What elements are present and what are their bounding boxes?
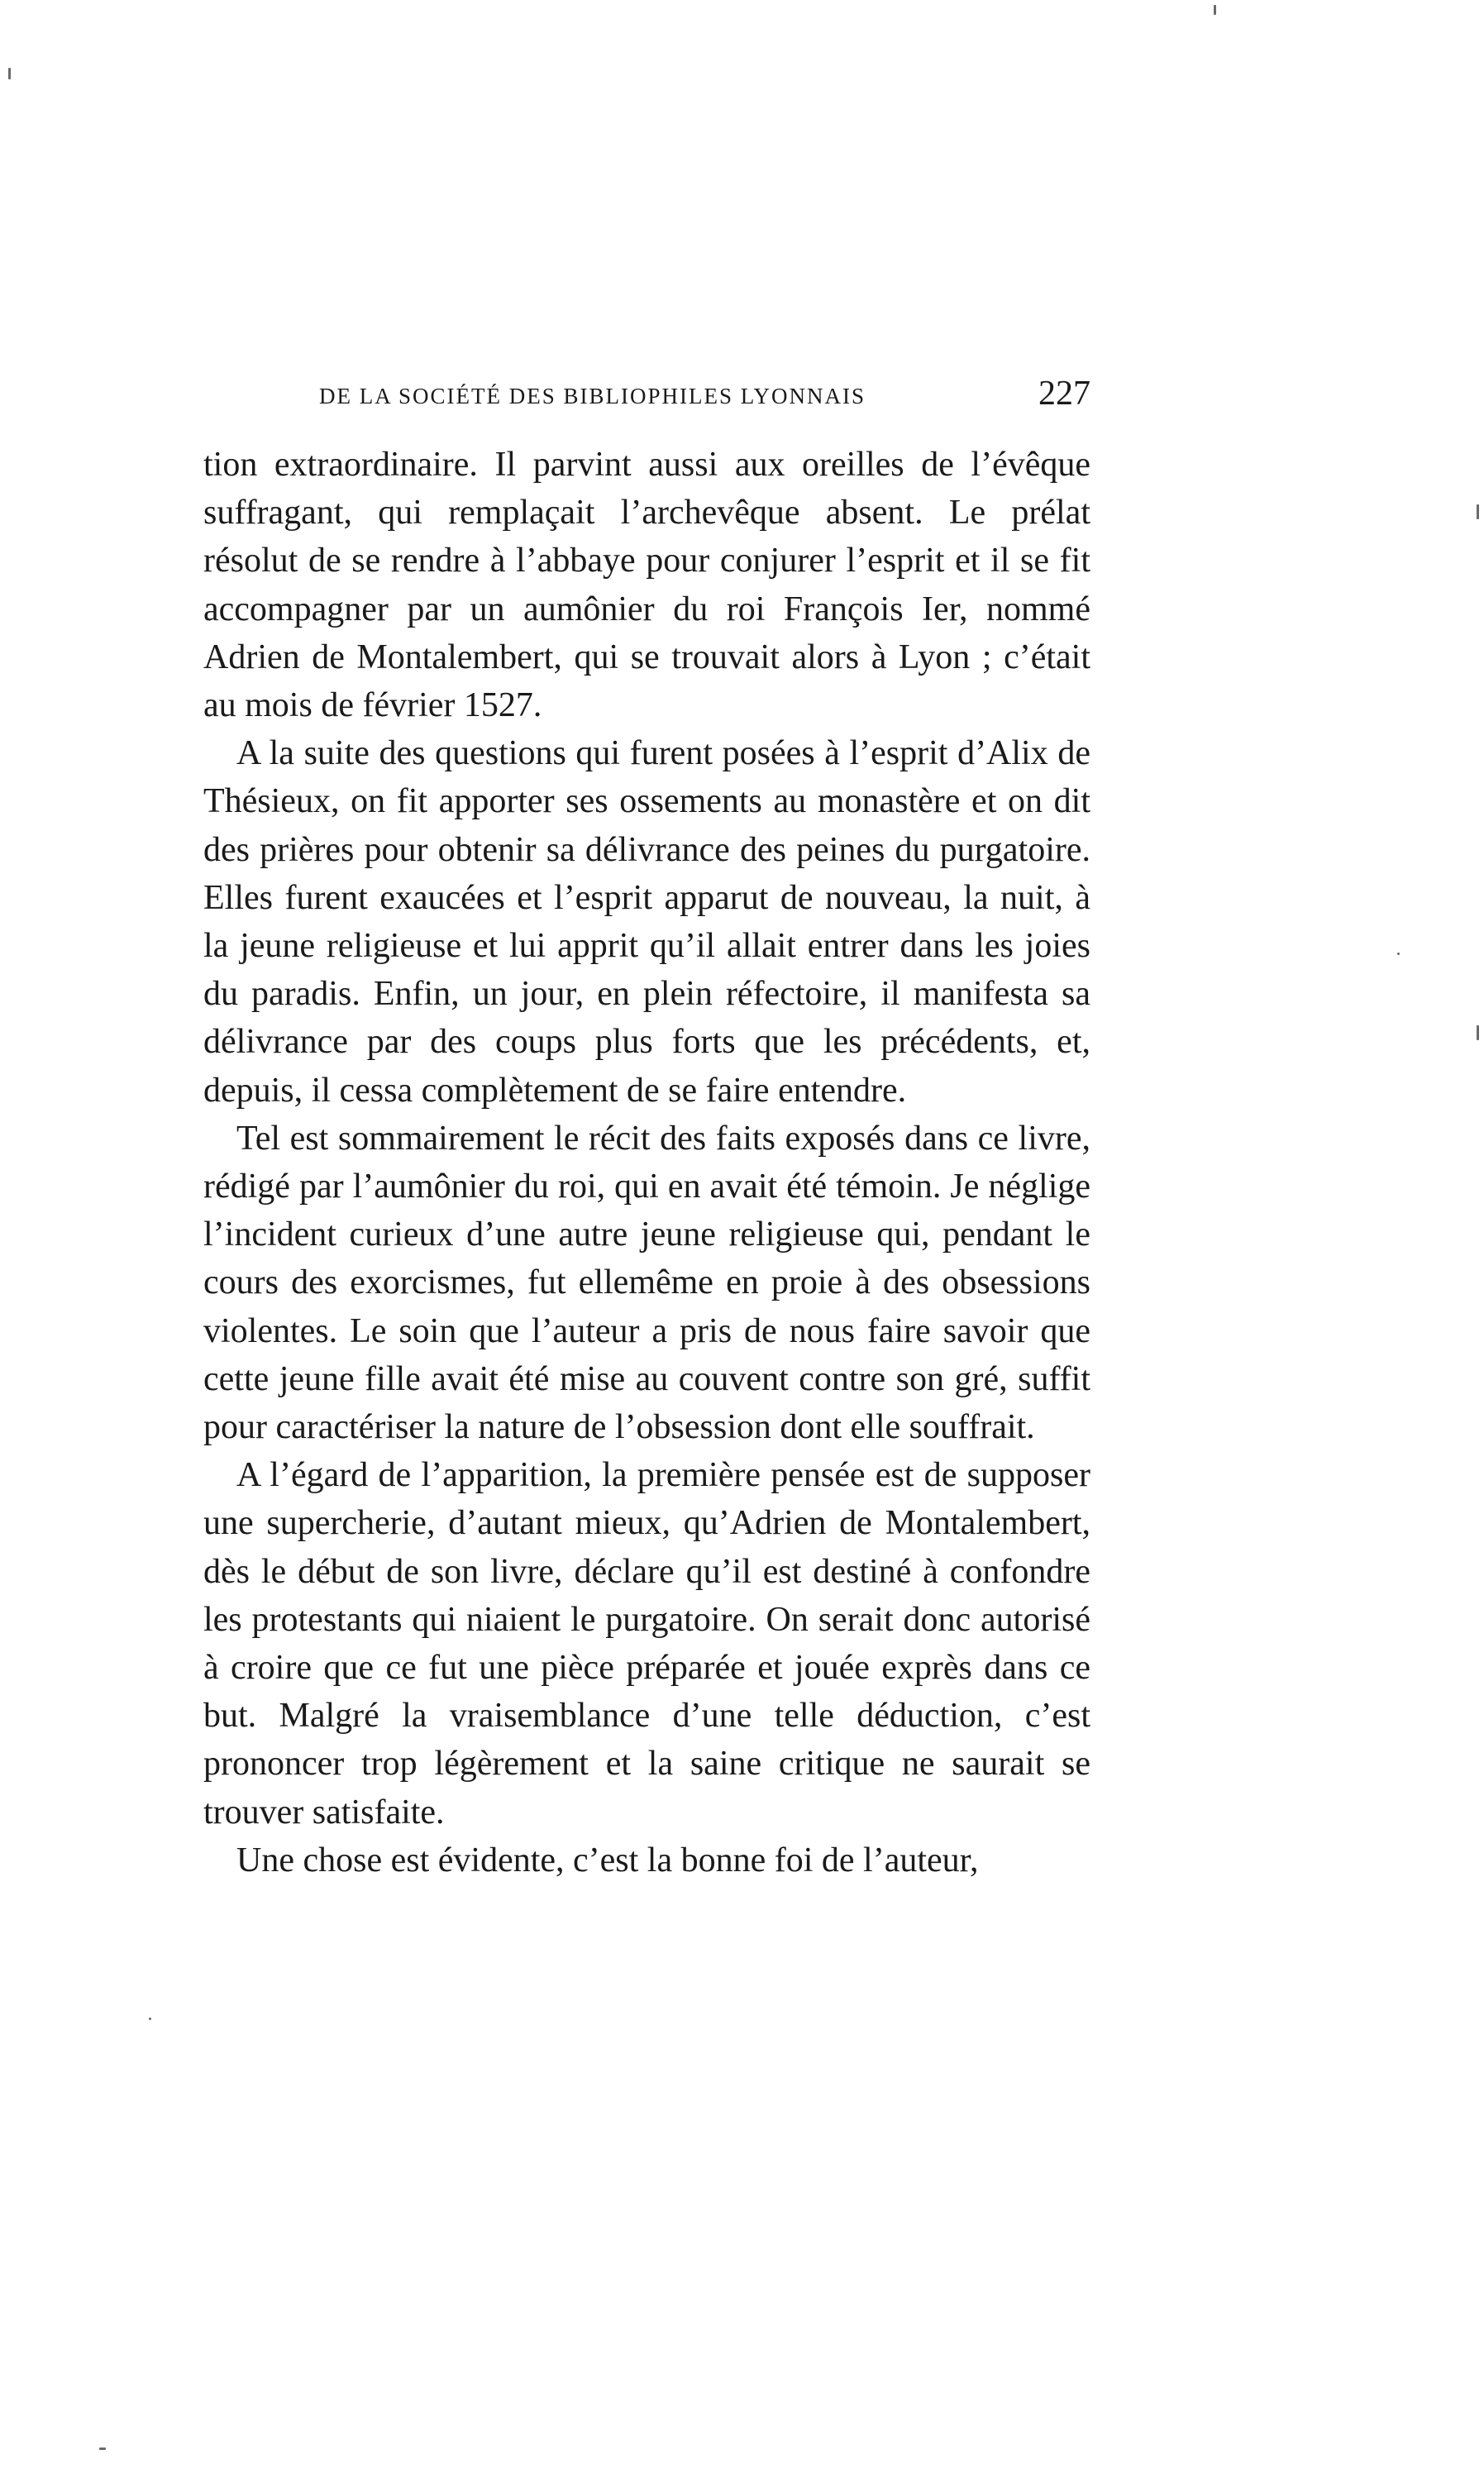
paragraph-1: tion extraordinaire. Il parvint aussi aux oreilles de l’évêque suffragant, qui remplaçait l’archevêque absent. Le prélat résolut de se rendre à l’abbaye pour conjurer l’esprit et il se fit accompagner par un aumônier du roi François Ier, nommé Adrien de Montalembert, qui se trouvait alors à Lyon ; c’était au mois de février 1527. xyxy=(203,446,1090,725)
scan-speck xyxy=(1477,1025,1479,1040)
running-head: DE LA SOCIÉTÉ DES BIBLIOPHILES LYONNAIS xyxy=(319,384,866,408)
paragraph-2: A la suite des questions qui furent posées à l’esprit d’Alix de Thésieux, on fit apporter ses ossements au monastère et on dit des prières pour obtenir sa délivrance des peines du purgatoire. Elles furent exaucées et l’esprit apparut de nouveau, la nuit, à la jeune religieuse et lui apprit qu’il allait entrer dans les joies du paradis. Enfin, un jour, en plein réfectoire, il manifesta sa délivrance par des coups plus forts que les précédents, et, depuis, il cessa complètement de se faire entendre. xyxy=(203,734,1090,1110)
scan-speck xyxy=(99,2448,106,2450)
paragraph-5: Une chose est évidente, c’est la bonne foi de l’auteur, xyxy=(236,1841,979,1879)
scan-speck xyxy=(1214,5,1216,15)
paragraph-3: Tel est sommairement le récit des faits exposés dans ce livre, rédigé par l’aumônier du roi, qui en avait été témoin. Je néglige l’incident curieux d’une autre jeune religieuse qui, pendant le cours des exorcismes, fut ellemême en proie à des obsessions violentes. Le soin que l’auteur a pris de nous faire savoir que cette jeune fille avait été mise au couvent contre son gré, suffit pour caractériser la nature de l’obsession dont elle souffrait. xyxy=(203,1119,1090,1447)
scan-speck xyxy=(1397,953,1400,955)
scan-speck xyxy=(1477,504,1479,519)
page-number: 227 xyxy=(1038,375,1090,413)
paragraph-4: A l’égard de l’apparition, la première pensée est de supposer une supercherie, d’autant mieux, qu’Adrien de Montalembert, dès le début de son livre, déclare qu’il est destiné à confondre les protestants qui niaient le purgatoire. On serait donc autorisé à croire que ce fut une pièce préparée et jouée exprès dans ce but. Malgré la vraisemblance d’une telle déduction, c’est prononcer trop légèrement et la saine critique ne saurait se trouver satisfaite. xyxy=(203,1456,1090,1831)
body-text xyxy=(203,441,1090,1884)
scan-speck xyxy=(8,68,11,79)
page-header xyxy=(203,375,1090,428)
scan-speck xyxy=(149,2018,151,2020)
